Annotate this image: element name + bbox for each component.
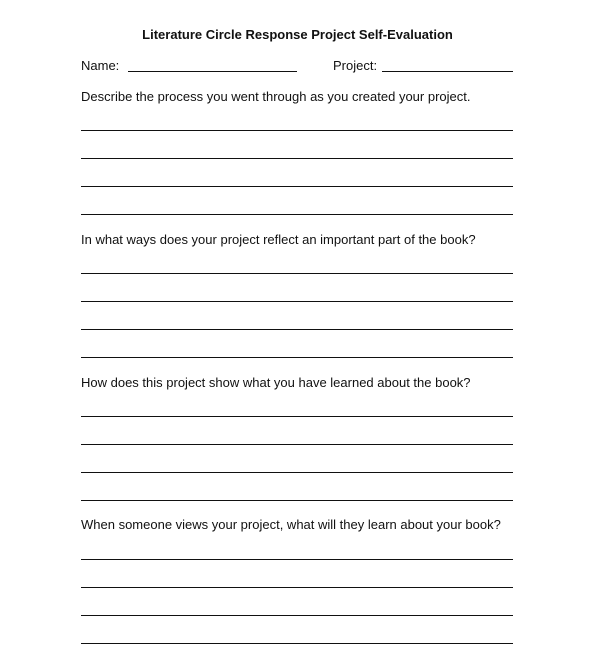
answer-line[interactable] [81, 416, 513, 417]
answer-line[interactable] [81, 615, 513, 616]
page-title: Literature Circle Response Project Self-Evaluation [142, 27, 453, 42]
answer-line[interactable] [81, 214, 513, 215]
answer-line[interactable] [81, 329, 513, 330]
answer-line[interactable] [81, 186, 513, 187]
question-2: In what ways does your project reflect an important part of the book? [81, 232, 476, 247]
answer-line[interactable] [81, 587, 513, 588]
question-4: When someone views your project, what will they learn about your book? [81, 517, 501, 532]
project-label: Project: [333, 58, 378, 73]
answer-line[interactable] [81, 559, 513, 560]
answer-line[interactable] [81, 130, 513, 131]
question-3: How does this project show what you have learned about the book? [81, 375, 471, 390]
question-1: Describe the process you went through as you created your project. [81, 89, 471, 104]
answer-line[interactable] [81, 500, 513, 501]
project-field-line[interactable] [382, 71, 513, 72]
answer-line[interactable] [81, 273, 513, 274]
answer-line[interactable] [81, 472, 513, 473]
name-field-line[interactable] [128, 71, 297, 72]
name-label: Name: [81, 58, 120, 73]
answer-line[interactable] [81, 643, 513, 644]
answer-line[interactable] [81, 357, 513, 358]
answer-line[interactable] [81, 444, 513, 445]
answer-line[interactable] [81, 301, 513, 302]
answer-line[interactable] [81, 158, 513, 159]
